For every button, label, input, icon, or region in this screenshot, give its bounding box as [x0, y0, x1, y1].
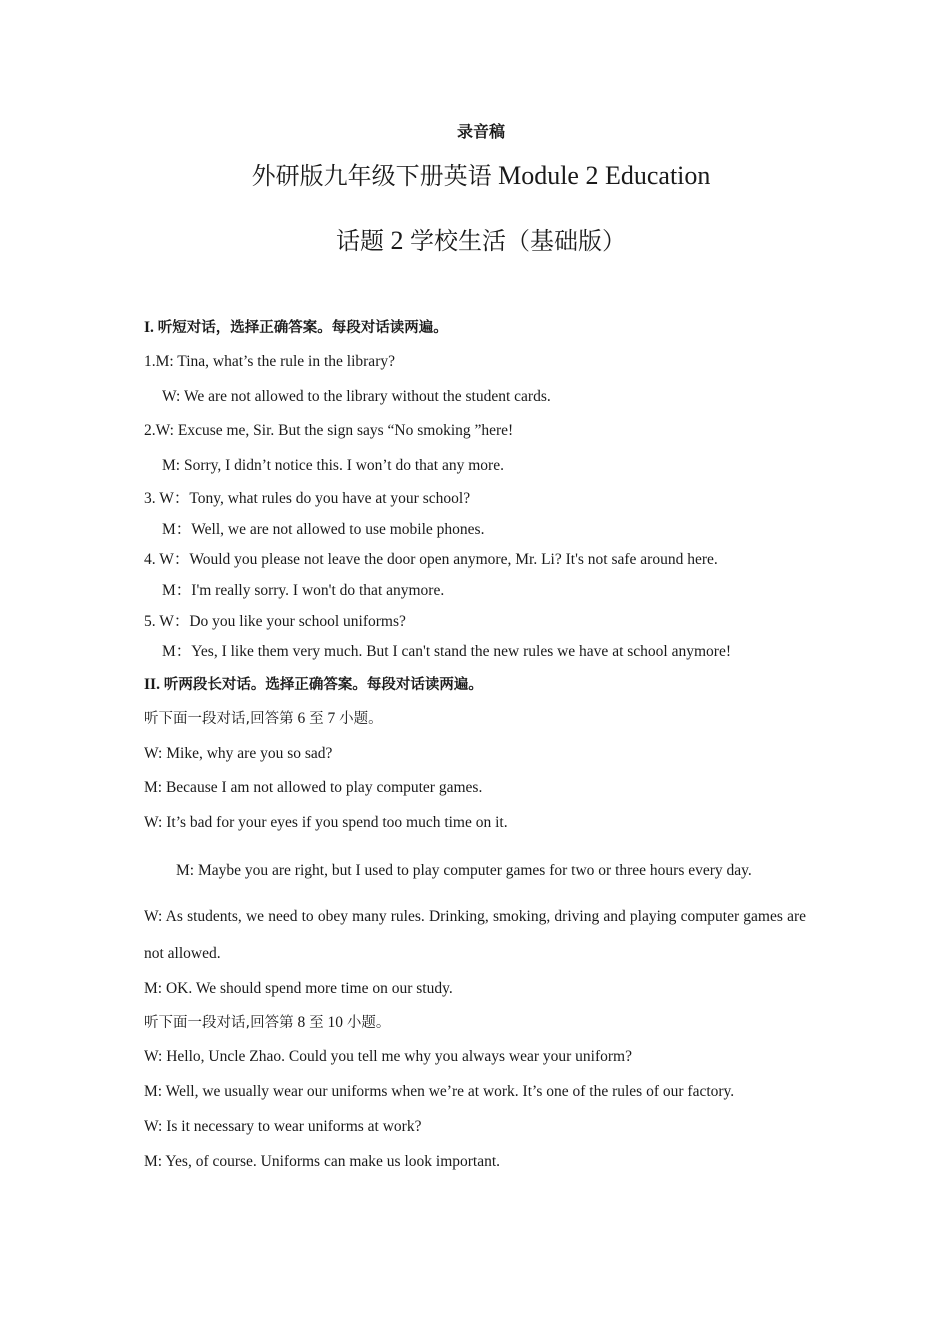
title-chinese: 外研版九年级下册英语	[251, 162, 492, 190]
dialog-line: M: OK. We should spend more time on our study.	[144, 980, 453, 997]
intro-text: 至	[309, 711, 324, 727]
dialog1-intro	[144, 709, 383, 729]
dialog-line: M: Well, we usually wear our uniforms when we’re at work. It’s one of the rules of our factory.	[144, 1083, 735, 1100]
document-label: 录音稿	[456, 122, 505, 141]
dialog-line: M：Well, we are not allowed to use mobile phones.	[162, 521, 485, 538]
dialog-line: W: We are not allowed to the library without the student cards.	[162, 388, 551, 405]
part1-heading	[144, 318, 448, 338]
dialog-line: M: Because I am not allowed to play computer games.	[144, 779, 483, 796]
dialog-paragraph: W: As students, we need to obey many rules. Drinking, smoking, driving and playing computer games are not allowed.	[144, 908, 806, 962]
dialog-line: 2.W: Excuse me, Sir. But the sign says “No smoking ”here!	[144, 422, 514, 439]
intro-number: 8	[293, 1014, 310, 1031]
part1-heading-text: 听短对话，选择正确答案。每段对话读两遍。	[157, 320, 448, 336]
part2-roman: II.	[144, 676, 164, 693]
dialog-line: W: Is it necessary to wear uniforms at work?	[144, 1118, 422, 1135]
intro-number: 6	[293, 710, 310, 727]
dialog-line: W: Hello, Uncle Zhao. Could you tell me why you always wear your uniform?	[144, 1048, 632, 1065]
dialog-line: 5. W：Do you like your school uniforms?	[144, 613, 406, 630]
part1-roman: I.	[144, 319, 158, 336]
dialog2-intro	[144, 1013, 390, 1033]
dialog-line: M：I'm really sorry. I won't do that anymore.	[162, 582, 445, 599]
intro-text: 至	[309, 1015, 324, 1031]
intro-text: 小题。	[346, 1015, 391, 1031]
document-subtitle	[0, 225, 950, 257]
dialog-line: W: It’s bad for your eyes if you spend too much time on it.	[144, 814, 508, 831]
dialog-line: M：Yes, I like them very much. But I can't stand the new rules we have at school anymore!	[162, 643, 731, 660]
dialog-line: 4. W：Would you please not leave the door open anymore, Mr. Li? It's not safe around here.	[144, 551, 718, 568]
dialog-line: M: Sorry, I didn’t notice this. I won’t do that any more.	[162, 457, 504, 474]
intro-number: 7	[323, 710, 340, 727]
part2-heading-text: 听两段长对话。选择正确答案。每段对话读两遍。	[163, 677, 483, 693]
subtitle-topic: 话题	[336, 227, 384, 255]
title-english: Module 2 Education	[491, 161, 711, 190]
subtitle-text: 学校生活（基础版）	[410, 227, 626, 255]
intro-text: 听下面一段对话,回答第	[144, 1015, 294, 1031]
dialog-line: W: Mike, why are you so sad?	[144, 745, 333, 762]
intro-text: 听下面一段对话,回答第	[144, 711, 294, 727]
part2-heading	[144, 675, 483, 695]
intro-text: 小题。	[339, 711, 383, 727]
dialog-line: 1.M: Tina, what’s the rule in the library?	[144, 353, 395, 370]
intro-number: 10	[323, 1014, 347, 1031]
dialog-line: M: Yes, of course. Uniforms can make us look important.	[144, 1153, 501, 1170]
dialog-line: M: Maybe you are right, but I used to play computer games for two or three hours every day.	[176, 862, 752, 879]
subtitle-number: 2	[384, 226, 410, 255]
dialog-line: 3. W：Tony, what rules do you have at your school?	[144, 490, 471, 507]
document-title	[0, 160, 950, 192]
